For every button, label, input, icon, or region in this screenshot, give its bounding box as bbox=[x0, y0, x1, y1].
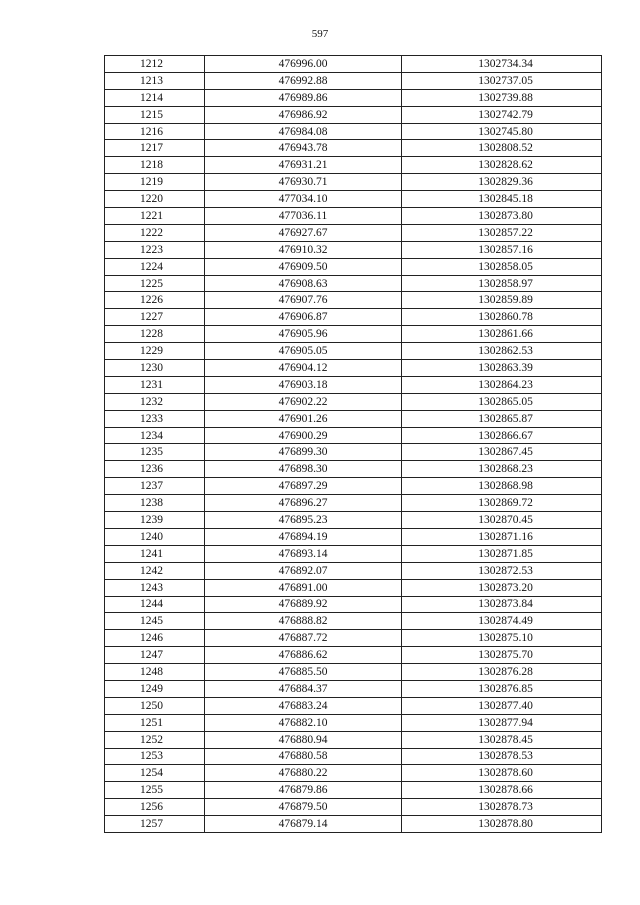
table-row bbox=[105, 72, 602, 89]
point-number-cell: 1220 bbox=[105, 191, 205, 208]
point-number-cell: 1225 bbox=[105, 275, 205, 292]
x-coordinate-cell: 476906.87 bbox=[205, 309, 402, 326]
x-coordinate-cell: 476930.71 bbox=[205, 174, 402, 191]
y-coordinate-cell: 1302875.70 bbox=[402, 647, 602, 664]
y-coordinate-cell: 1302863.39 bbox=[402, 360, 602, 377]
point-number-cell: 1216 bbox=[105, 123, 205, 140]
x-coordinate-cell: 476943.78 bbox=[205, 140, 402, 157]
x-coordinate-cell: 476931.21 bbox=[205, 157, 402, 174]
x-coordinate-cell: 476897.29 bbox=[205, 478, 402, 495]
y-coordinate-cell: 1302878.66 bbox=[402, 782, 602, 799]
y-coordinate-cell: 1302871.16 bbox=[402, 528, 602, 545]
table-row bbox=[105, 799, 602, 816]
y-coordinate-cell: 1302808.52 bbox=[402, 140, 602, 157]
x-coordinate-cell: 476884.37 bbox=[205, 680, 402, 697]
table-row bbox=[105, 309, 602, 326]
x-coordinate-cell: 476888.82 bbox=[205, 613, 402, 630]
point-number-cell: 1231 bbox=[105, 376, 205, 393]
x-coordinate-cell: 476908.63 bbox=[205, 275, 402, 292]
x-coordinate-cell: 476880.22 bbox=[205, 765, 402, 782]
table-row bbox=[105, 816, 602, 833]
point-number-cell: 1250 bbox=[105, 697, 205, 714]
y-coordinate-cell: 1302878.45 bbox=[402, 731, 602, 748]
point-number-cell: 1256 bbox=[105, 799, 205, 816]
point-number-cell: 1253 bbox=[105, 748, 205, 765]
point-number-cell: 1247 bbox=[105, 647, 205, 664]
y-coordinate-cell: 1302873.80 bbox=[402, 208, 602, 225]
table-row bbox=[105, 174, 602, 191]
table-row bbox=[105, 613, 602, 630]
table-row bbox=[105, 680, 602, 697]
page-number: 597 bbox=[311, 28, 329, 40]
point-number-cell: 1240 bbox=[105, 528, 205, 545]
table-row bbox=[105, 697, 602, 714]
table-row bbox=[105, 427, 602, 444]
table-row bbox=[105, 123, 602, 140]
y-coordinate-cell: 1302858.97 bbox=[402, 275, 602, 292]
table-row bbox=[105, 495, 602, 512]
y-coordinate-cell: 1302866.67 bbox=[402, 427, 602, 444]
table-row bbox=[105, 579, 602, 596]
point-number-cell: 1238 bbox=[105, 495, 205, 512]
x-coordinate-cell: 476892.07 bbox=[205, 562, 402, 579]
point-number-cell: 1244 bbox=[105, 596, 205, 613]
table-row bbox=[105, 343, 602, 360]
table-row bbox=[105, 765, 602, 782]
point-number-cell: 1222 bbox=[105, 224, 205, 241]
point-number-cell: 1212 bbox=[105, 56, 205, 73]
y-coordinate-cell: 1302862.53 bbox=[402, 343, 602, 360]
x-coordinate-cell: 476893.14 bbox=[205, 545, 402, 562]
y-coordinate-cell: 1302860.78 bbox=[402, 309, 602, 326]
x-coordinate-cell: 476927.67 bbox=[205, 224, 402, 241]
y-coordinate-cell: 1302874.49 bbox=[402, 613, 602, 630]
table-row bbox=[105, 326, 602, 343]
x-coordinate-cell: 476903.18 bbox=[205, 376, 402, 393]
point-number-cell: 1245 bbox=[105, 613, 205, 630]
table-row bbox=[105, 461, 602, 478]
table-row bbox=[105, 157, 602, 174]
x-coordinate-cell: 476891.00 bbox=[205, 579, 402, 596]
y-coordinate-cell: 1302828.62 bbox=[402, 157, 602, 174]
y-coordinate-cell: 1302876.85 bbox=[402, 680, 602, 697]
point-number-cell: 1224 bbox=[105, 258, 205, 275]
table-row bbox=[105, 731, 602, 748]
x-coordinate-cell: 476885.50 bbox=[205, 664, 402, 681]
x-coordinate-cell: 476905.05 bbox=[205, 343, 402, 360]
point-number-cell: 1233 bbox=[105, 410, 205, 427]
point-number-cell: 1242 bbox=[105, 562, 205, 579]
table-row bbox=[105, 545, 602, 562]
x-coordinate-cell: 476996.00 bbox=[205, 56, 402, 73]
point-number-cell: 1246 bbox=[105, 630, 205, 647]
x-coordinate-cell: 476886.62 bbox=[205, 647, 402, 664]
x-coordinate-cell: 476899.30 bbox=[205, 444, 402, 461]
point-number-cell: 1226 bbox=[105, 292, 205, 309]
x-coordinate-cell: 476894.19 bbox=[205, 528, 402, 545]
table-row bbox=[105, 647, 602, 664]
point-number-cell: 1239 bbox=[105, 512, 205, 529]
x-coordinate-cell: 476910.32 bbox=[205, 241, 402, 258]
x-coordinate-cell: 476984.08 bbox=[205, 123, 402, 140]
y-coordinate-cell: 1302870.45 bbox=[402, 512, 602, 529]
point-number-cell: 1257 bbox=[105, 816, 205, 833]
point-number-cell: 1236 bbox=[105, 461, 205, 478]
point-number-cell: 1237 bbox=[105, 478, 205, 495]
x-coordinate-cell: 476898.30 bbox=[205, 461, 402, 478]
point-number-cell: 1248 bbox=[105, 664, 205, 681]
y-coordinate-cell: 1302878.80 bbox=[402, 816, 602, 833]
x-coordinate-cell: 476900.29 bbox=[205, 427, 402, 444]
y-coordinate-cell: 1302867.45 bbox=[402, 444, 602, 461]
point-number-cell: 1221 bbox=[105, 208, 205, 225]
y-coordinate-cell: 1302829.36 bbox=[402, 174, 602, 191]
y-coordinate-cell: 1302876.28 bbox=[402, 664, 602, 681]
y-coordinate-cell: 1302859.89 bbox=[402, 292, 602, 309]
point-number-cell: 1255 bbox=[105, 782, 205, 799]
x-coordinate-cell: 477036.11 bbox=[205, 208, 402, 225]
table-row bbox=[105, 258, 602, 275]
table-row bbox=[105, 630, 602, 647]
y-coordinate-cell: 1302864.23 bbox=[402, 376, 602, 393]
coordinates-table bbox=[104, 55, 602, 833]
table-row bbox=[105, 512, 602, 529]
y-coordinate-cell: 1302869.72 bbox=[402, 495, 602, 512]
point-number-cell: 1214 bbox=[105, 89, 205, 106]
point-number-cell: 1235 bbox=[105, 444, 205, 461]
point-number-cell: 1249 bbox=[105, 680, 205, 697]
x-coordinate-cell: 476887.72 bbox=[205, 630, 402, 647]
x-coordinate-cell: 477034.10 bbox=[205, 191, 402, 208]
y-coordinate-cell: 1302739.88 bbox=[402, 89, 602, 106]
table-row bbox=[105, 56, 602, 73]
table-row bbox=[105, 241, 602, 258]
point-number-cell: 1223 bbox=[105, 241, 205, 258]
table-row bbox=[105, 275, 602, 292]
x-coordinate-cell: 476905.96 bbox=[205, 326, 402, 343]
table-row bbox=[105, 478, 602, 495]
table-row bbox=[105, 528, 602, 545]
table-row bbox=[105, 393, 602, 410]
table-row bbox=[105, 224, 602, 241]
y-coordinate-cell: 1302742.79 bbox=[402, 106, 602, 123]
y-coordinate-cell: 1302845.18 bbox=[402, 191, 602, 208]
x-coordinate-cell: 476902.22 bbox=[205, 393, 402, 410]
y-coordinate-cell: 1302868.98 bbox=[402, 478, 602, 495]
table-row bbox=[105, 292, 602, 309]
x-coordinate-cell: 476986.92 bbox=[205, 106, 402, 123]
y-coordinate-cell: 1302873.84 bbox=[402, 596, 602, 613]
y-coordinate-cell: 1302857.16 bbox=[402, 241, 602, 258]
y-coordinate-cell: 1302737.05 bbox=[402, 72, 602, 89]
y-coordinate-cell: 1302875.10 bbox=[402, 630, 602, 647]
point-number-cell: 1243 bbox=[105, 579, 205, 596]
x-coordinate-cell: 476880.94 bbox=[205, 731, 402, 748]
table-row bbox=[105, 410, 602, 427]
x-coordinate-cell: 476992.88 bbox=[205, 72, 402, 89]
y-coordinate-cell: 1302877.94 bbox=[402, 714, 602, 731]
point-number-cell: 1213 bbox=[105, 72, 205, 89]
table-row bbox=[105, 376, 602, 393]
table-row bbox=[105, 191, 602, 208]
table-row bbox=[105, 140, 602, 157]
x-coordinate-cell: 476901.26 bbox=[205, 410, 402, 427]
x-coordinate-cell: 476889.92 bbox=[205, 596, 402, 613]
y-coordinate-cell: 1302873.20 bbox=[402, 579, 602, 596]
point-number-cell: 1215 bbox=[105, 106, 205, 123]
y-coordinate-cell: 1302865.87 bbox=[402, 410, 602, 427]
y-coordinate-cell: 1302878.73 bbox=[402, 799, 602, 816]
table-row bbox=[105, 106, 602, 123]
point-number-cell: 1251 bbox=[105, 714, 205, 731]
table-row bbox=[105, 208, 602, 225]
point-number-cell: 1252 bbox=[105, 731, 205, 748]
y-coordinate-cell: 1302877.40 bbox=[402, 697, 602, 714]
table-row bbox=[105, 89, 602, 106]
x-coordinate-cell: 476880.58 bbox=[205, 748, 402, 765]
x-coordinate-cell: 476895.23 bbox=[205, 512, 402, 529]
y-coordinate-cell: 1302871.85 bbox=[402, 545, 602, 562]
x-coordinate-cell: 476909.50 bbox=[205, 258, 402, 275]
y-coordinate-cell: 1302872.53 bbox=[402, 562, 602, 579]
point-number-cell: 1241 bbox=[105, 545, 205, 562]
y-coordinate-cell: 1302878.53 bbox=[402, 748, 602, 765]
y-coordinate-cell: 1302868.23 bbox=[402, 461, 602, 478]
point-number-cell: 1229 bbox=[105, 343, 205, 360]
point-number-cell: 1218 bbox=[105, 157, 205, 174]
point-number-cell: 1227 bbox=[105, 309, 205, 326]
x-coordinate-cell: 476883.24 bbox=[205, 697, 402, 714]
y-coordinate-cell: 1302878.60 bbox=[402, 765, 602, 782]
point-number-cell: 1228 bbox=[105, 326, 205, 343]
x-coordinate-cell: 476896.27 bbox=[205, 495, 402, 512]
table-row bbox=[105, 714, 602, 731]
x-coordinate-cell: 476882.10 bbox=[205, 714, 402, 731]
table-row bbox=[105, 360, 602, 377]
table-row bbox=[105, 596, 602, 613]
y-coordinate-cell: 1302734.34 bbox=[402, 56, 602, 73]
y-coordinate-cell: 1302865.05 bbox=[402, 393, 602, 410]
y-coordinate-cell: 1302857.22 bbox=[402, 224, 602, 241]
table-row bbox=[105, 562, 602, 579]
y-coordinate-cell: 1302858.05 bbox=[402, 258, 602, 275]
point-number-cell: 1254 bbox=[105, 765, 205, 782]
x-coordinate-cell: 476907.76 bbox=[205, 292, 402, 309]
coordinates-table-body bbox=[105, 56, 602, 833]
table-row bbox=[105, 782, 602, 799]
point-number-cell: 1234 bbox=[105, 427, 205, 444]
point-number-cell: 1217 bbox=[105, 140, 205, 157]
y-coordinate-cell: 1302745.80 bbox=[402, 123, 602, 140]
table-row bbox=[105, 664, 602, 681]
x-coordinate-cell: 476879.50 bbox=[205, 799, 402, 816]
point-number-cell: 1232 bbox=[105, 393, 205, 410]
x-coordinate-cell: 476879.86 bbox=[205, 782, 402, 799]
x-coordinate-cell: 476904.12 bbox=[205, 360, 402, 377]
point-number-cell: 1230 bbox=[105, 360, 205, 377]
table-row bbox=[105, 444, 602, 461]
x-coordinate-cell: 476879.14 bbox=[205, 816, 402, 833]
table-row bbox=[105, 748, 602, 765]
x-coordinate-cell: 476989.86 bbox=[205, 89, 402, 106]
point-number-cell: 1219 bbox=[105, 174, 205, 191]
y-coordinate-cell: 1302861.66 bbox=[402, 326, 602, 343]
